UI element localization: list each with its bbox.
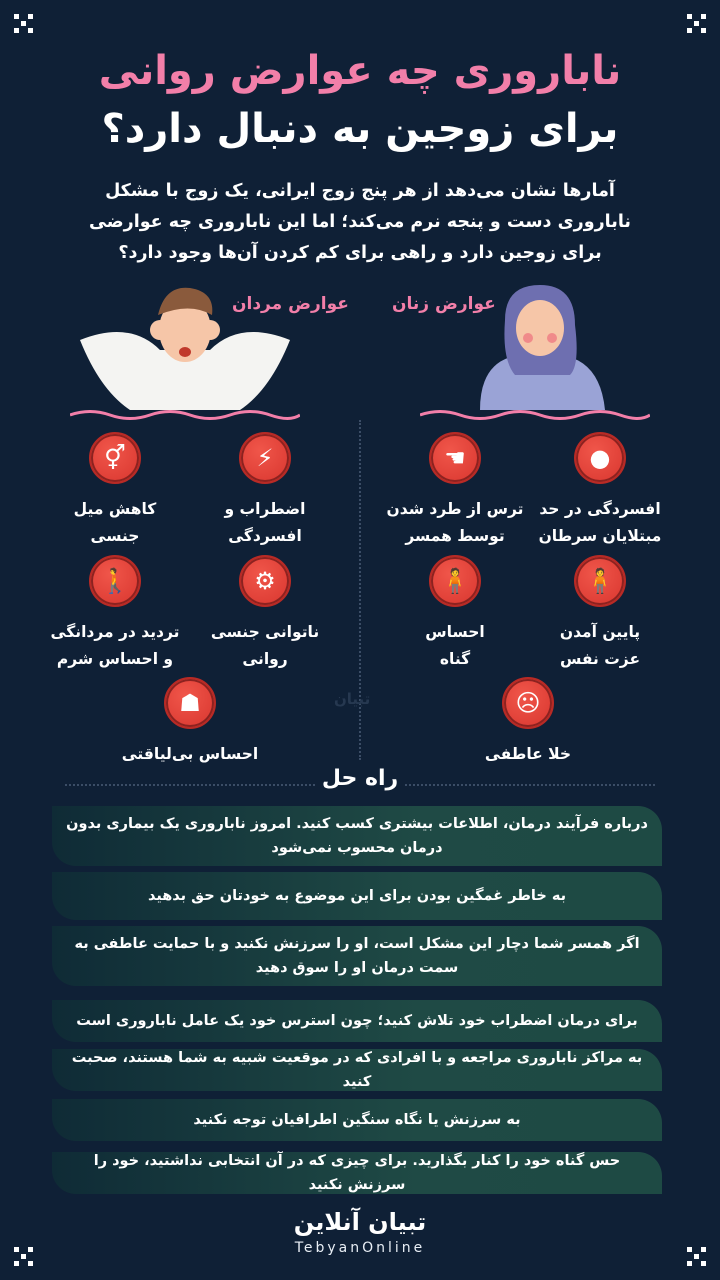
men-symptom-unworthiness xyxy=(120,677,260,768)
men-symptom-shame xyxy=(45,555,185,673)
head-down-person-icon: 🧍 xyxy=(429,555,481,607)
sitting-sad-person-icon: ☹ xyxy=(502,677,554,729)
symptom-label: جنسی xyxy=(90,527,140,545)
men-symptom-anxiety xyxy=(195,432,335,550)
head-gears-icon: ⚙ xyxy=(239,555,291,607)
intro-line: ناباروری دست و پنجه نرم می‌کند؛ اما این ناباروری چه عوارضی xyxy=(89,212,631,232)
solutions-title: راه حل xyxy=(321,766,399,791)
solution-item: حس گناه خود را کنار بگذارید. برای چیزی که در آن انتخابی نداشتید، خود را سرزنش نکنید xyxy=(52,1152,662,1194)
symptom-label: خلا عاطفی xyxy=(484,745,572,763)
intro-paragraph xyxy=(40,176,680,269)
pointing-hand-icon: ☚ xyxy=(429,432,481,484)
men-section-label: عوارض مردان xyxy=(232,294,349,314)
column-divider xyxy=(359,420,361,760)
corner-decoration-icon xyxy=(14,14,38,38)
symptom-label: پایین آمدن xyxy=(559,623,641,641)
solution-item: اگر همسر شما دچار این مشکل است، او را سرزنش نکنید و با حمایت عاطفی به سمت درمان او را سوق دهید xyxy=(52,926,662,986)
women-section-label: عوارض زنان xyxy=(392,294,496,314)
symptom-label: توسط همسر xyxy=(405,527,505,545)
solution-item: درباره فرآیند درمان، اطلاعات بیشتری کسب کنید. امروز ناباروری یک بیماری بدون درمان محسوب نمی‌شود xyxy=(52,806,662,866)
stress-icon: ⚡ xyxy=(239,432,291,484)
symptom-label: مبتلایان سرطان xyxy=(538,527,662,545)
men-symptom-impotence xyxy=(195,555,335,673)
solution-item: به سرزنش یا نگاه سنگین اطرافیان توجه نکنید xyxy=(52,1099,662,1141)
tebyan-logo-en: TebyanOnline xyxy=(294,1240,426,1256)
symptom-label: اضطراب و xyxy=(224,500,306,518)
curled-person-icon: ● xyxy=(574,432,626,484)
symptom-label: تردید در مردانگی xyxy=(50,623,180,641)
symptom-label: احساس بی‌لیاقتی xyxy=(121,745,259,763)
women-symptom-self-esteem xyxy=(530,555,670,673)
symptom-label: و احساس شرم xyxy=(56,650,174,668)
women-symptom-emotional-void xyxy=(458,677,598,768)
men-symptom-libido xyxy=(45,432,185,550)
women-symptom-guilt xyxy=(385,555,525,673)
corner-decoration-icon xyxy=(682,14,706,38)
solution-item: برای درمان اضطراب خود تلاش کنید؛ چون استرس خود یک عامل ناباروری است xyxy=(52,1000,662,1042)
symptom-label: ناتوانی جنسی xyxy=(210,623,320,641)
intro-line: برای زوجین دارد و راهی برای کم کردن آن‌ها وجود دارد؟ xyxy=(118,243,602,263)
symptom-label: ترس از طرد شدن xyxy=(386,500,524,518)
symptom-label: کاهش میل xyxy=(73,500,157,518)
symptom-label: گناه xyxy=(439,650,471,668)
symptom-label: افسردگی xyxy=(228,527,302,545)
watermark-logo: تبیان xyxy=(334,690,371,708)
symptom-label: عزت نفس xyxy=(559,650,641,668)
sad-woman-illustration xyxy=(420,280,650,420)
tebyan-logo: تبیان آنلاین xyxy=(293,1208,427,1236)
intro-line: آمارها نشان می‌دهد از هر پنج زوج ایرانی، یک زوج با مشکل xyxy=(105,181,615,201)
symptom-label: روانی xyxy=(242,650,288,668)
hooded-person-icon: ☗ xyxy=(164,677,216,729)
women-symptom-rejection-fear xyxy=(385,432,525,550)
symptom-label: افسردگی در حد xyxy=(539,500,661,518)
stressed-man-illustration xyxy=(70,280,300,420)
solution-item: به خاطر غمگین بودن برای این موضوع به خودتان حق بدهید xyxy=(52,872,662,920)
solution-item: به مراکز ناباروری مراجعه و با افرادی که در موقعیت شبیه به شما هستند، صحبت کنید xyxy=(52,1049,662,1091)
symptom-label: احساس xyxy=(425,623,485,641)
standing-person-icon: 🧍 xyxy=(574,555,626,607)
title-line-2: برای زوجین به دنبال دارد؟ xyxy=(101,106,619,152)
gender-symbols-icon: ⚥ xyxy=(89,432,141,484)
elderly-icon: 🚶 xyxy=(89,555,141,607)
title-line-1: ناباروری چه عوارض روانی xyxy=(98,48,622,94)
women-symptom-depression xyxy=(530,432,670,550)
